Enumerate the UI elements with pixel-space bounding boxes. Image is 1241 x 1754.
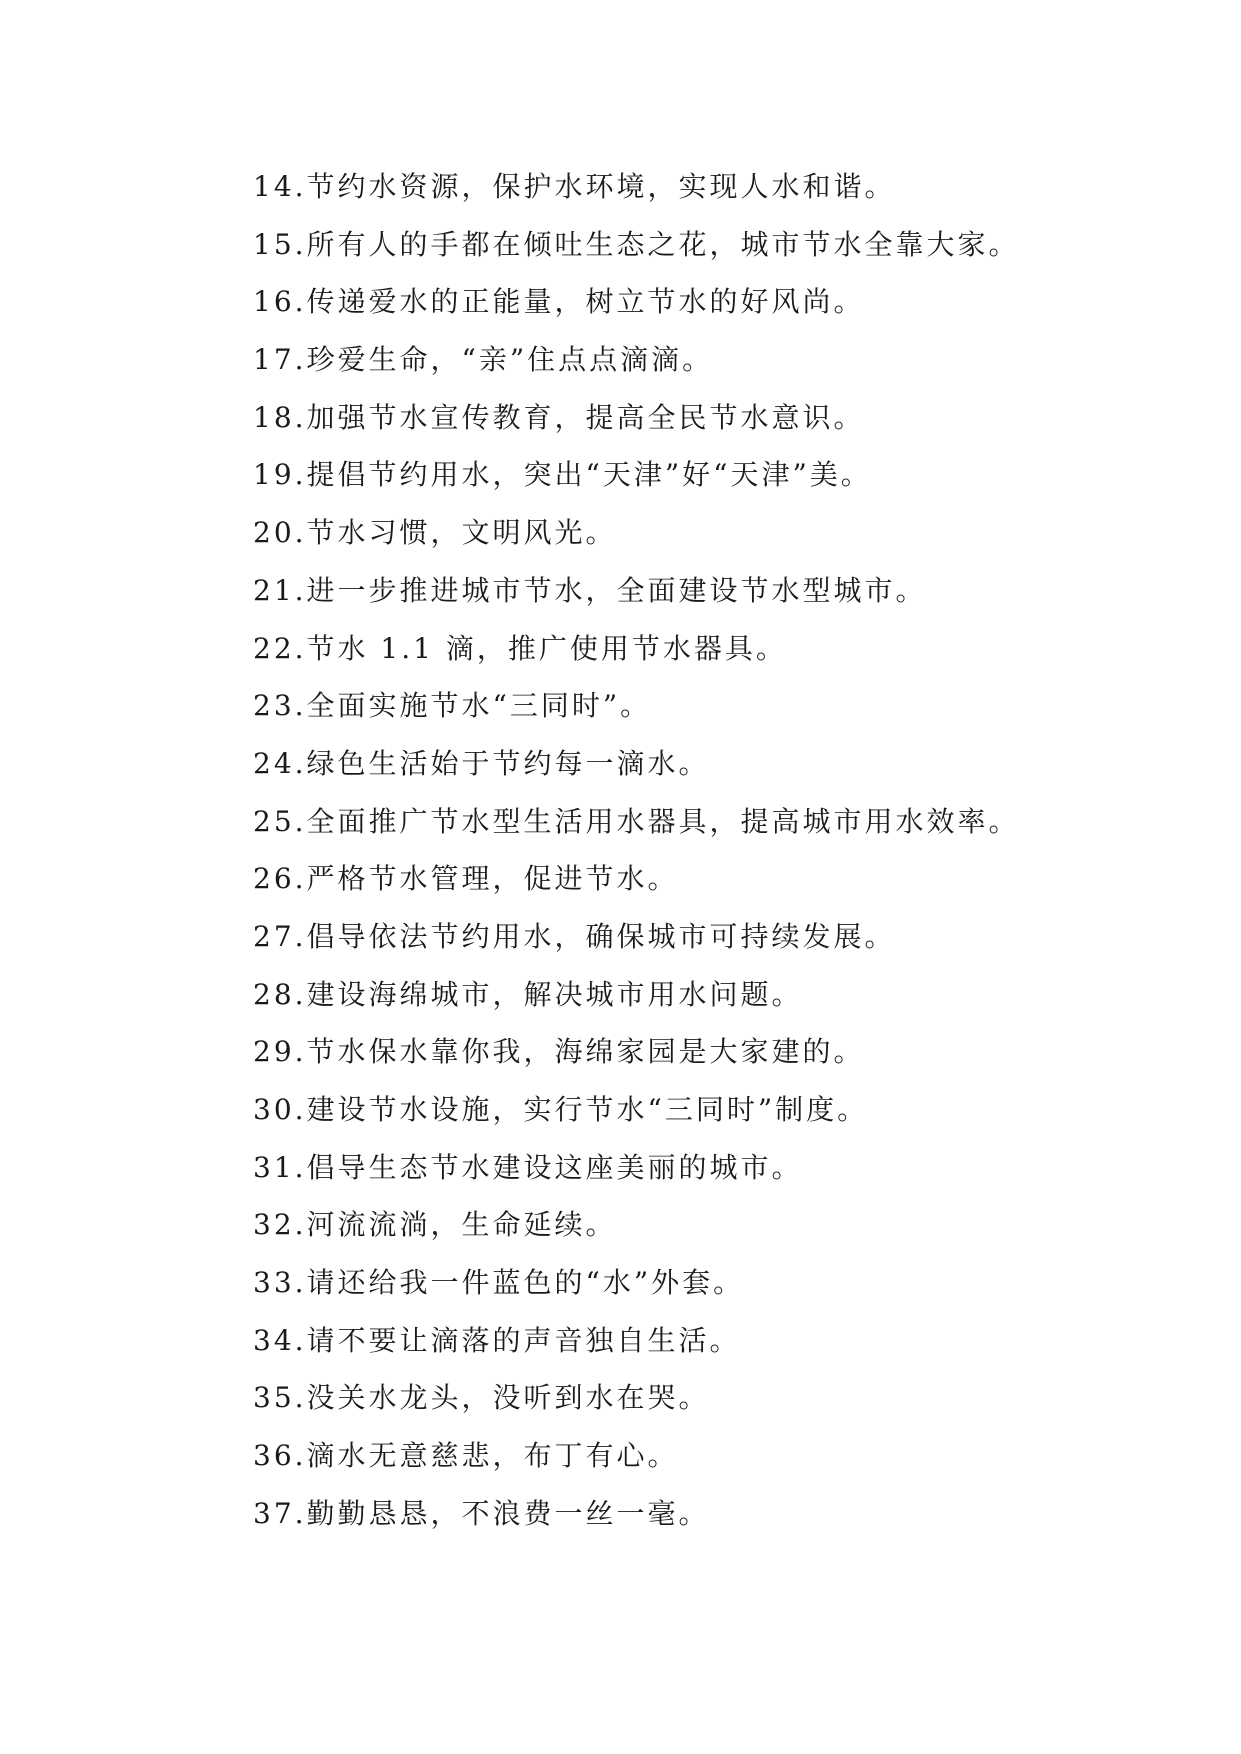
slogan-line: 32.河流流淌，生命延续。: [253, 1208, 617, 1242]
slogan-line: 34.请不要让滴落的声音独自生活。: [253, 1323, 741, 1357]
slogan-line: 37.勤勤恳恳，不浪费一丝一毫。: [253, 1496, 710, 1530]
slogan-line: 35.没关水龙头，没听到水在哭。: [253, 1381, 710, 1415]
slogan-line: 22.节水 1.1 滴，推广使用节水器具。: [253, 631, 787, 665]
slogan-line: 36.滴水无意慈悲，布丁有心。: [253, 1439, 679, 1473]
slogan-line: 19.提倡节约用水，突出“天津”好“天津”美。: [253, 458, 872, 492]
slogan-line: 33.请还给我一件蓝色的“水”外套。: [253, 1266, 745, 1300]
slogan-line: 17.珍爱生命，“亲”住点点滴滴。: [253, 343, 714, 377]
slogan-line: 15.所有人的手都在倾吐生态之花，城市节水全靠大家。: [253, 227, 1020, 261]
slogan-line: 18.加强节水宣传教育，提高全民节水意识。: [253, 400, 865, 434]
slogan-line: 29.节水保水靠你我，海绵家园是大家建的。: [253, 1035, 865, 1069]
slogan-line: 28.建设海绵城市，解决城市用水问题。: [253, 977, 803, 1011]
slogan-list: [253, 158, 1020, 1543]
slogan-line: 24.绿色生活始于节约每一滴水。: [253, 746, 710, 780]
slogan-line: 27.倡导依法节约用水，确保城市可持续发展。: [253, 919, 896, 953]
slogan-line: 14.节约水资源，保护水环境，实现人水和谐。: [253, 170, 896, 203]
slogan-line: 30.建设节水设施，实行节水“三同时”制度。: [253, 1093, 869, 1126]
slogan-line: 31.倡导生态节水建设这座美丽的城市。: [253, 1150, 803, 1184]
slogan-line: 26.严格节水管理，促进节水。: [253, 862, 679, 896]
slogan-line: 23.全面实施节水“三同时”。: [253, 689, 652, 723]
slogan-line: 25.全面推广节水型生活用水器具，提高城市用水效率。: [253, 804, 1020, 838]
slogan-line: 20.节水习惯，文明风光。: [253, 516, 617, 550]
slogan-line: 16.传递爱水的正能量，树立节水的好风尚。: [253, 285, 865, 319]
slogan-line: 21.进一步推进城市节水，全面建设节水型城市。: [253, 573, 927, 607]
